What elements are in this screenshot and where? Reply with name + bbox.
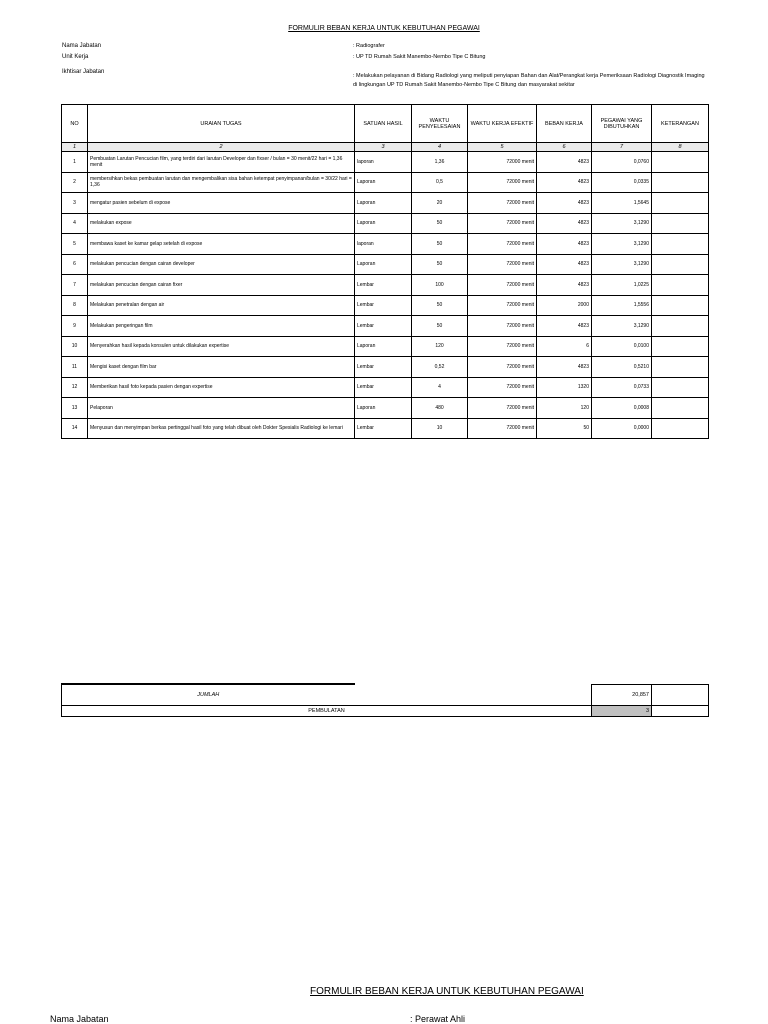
job-title-value: : Radiografer — [353, 43, 385, 49]
completion-time-cell: 50 — [412, 254, 468, 275]
table-row — [62, 254, 709, 275]
task-description-cell: membawa kaset ke kamar gelap setelah di expose — [88, 234, 355, 255]
total-value: 20,857 — [592, 684, 652, 706]
staff-needed-cell: 1,5645 — [592, 193, 652, 214]
col-header-note: KETERANGAN — [652, 105, 709, 143]
footer-form-title: FORMULIR BEBAN KERJA UNTUK KEBUTUHAN PEGAWAI — [310, 986, 584, 997]
col-header-load: BEBAN KERJA — [537, 105, 592, 143]
result-unit-cell: Laporan — [355, 336, 412, 357]
table-row — [62, 316, 709, 337]
col-header-effective: WAKTU KERJA EFEKTIF — [468, 105, 537, 143]
task-description-cell: Pembuatan Larutan Pencucian film, yang terdiri dari larutan Developer dan fixser / bulan = 30 menit/22 hari = 1,36 menit — [88, 152, 355, 173]
effective-work-time-cell: 72000 menit — [468, 316, 537, 337]
effective-work-time-cell: 72000 menit — [468, 398, 537, 419]
completion-time-cell: 120 — [412, 336, 468, 357]
workload-cell: 4823 — [537, 254, 592, 275]
row-number-cell: 2 — [62, 172, 88, 193]
row-number-cell: 9 — [62, 316, 88, 337]
table-row — [62, 213, 709, 234]
remarks-cell — [652, 316, 709, 337]
index-row — [62, 143, 709, 152]
remarks-cell — [652, 357, 709, 378]
remarks-cell — [652, 295, 709, 316]
row-number-cell: 14 — [62, 418, 88, 439]
completion-time-cell: 4 — [412, 377, 468, 398]
rounding-value: 3 — [592, 706, 652, 717]
index-cell: 6 — [537, 143, 592, 152]
workload-cell: 4823 — [537, 357, 592, 378]
row-number-cell: 4 — [62, 213, 88, 234]
task-description-cell: Melakukan penetralan dengan air — [88, 295, 355, 316]
result-unit-cell: Laporan — [355, 398, 412, 419]
job-summary-value: : Melakukan pelayanan di Bidang Radiologi yang meliputi penyiapan Bahan dan Alat/Perangkat kerja Pemeriksaan Radiologi Diagnostik Imaging di lingkungan UP TD Rumah Sakit Manembo-Nembo Tipe C Bitung dan masyarakat sekitar — [353, 73, 705, 88]
row-number-cell: 11 — [62, 357, 88, 378]
result-unit-cell: laporan — [355, 234, 412, 255]
completion-time-cell: 10 — [412, 418, 468, 439]
remarks-cell — [652, 172, 709, 193]
task-description-cell: Melakukan pengeringan film — [88, 316, 355, 337]
table-row — [62, 398, 709, 419]
remarks-cell — [652, 275, 709, 296]
remarks-cell — [652, 418, 709, 439]
index-cell: 7 — [592, 143, 652, 152]
workload-cell: 4823 — [537, 275, 592, 296]
task-description-cell: Memberikan hasil foto kepada pasien dengan expertise — [88, 377, 355, 398]
remarks-cell — [652, 377, 709, 398]
col-header-staff: PEGAWAI YANG DIBUTUHKAN — [592, 105, 652, 143]
summary-table — [61, 683, 709, 717]
result-unit-cell: Lembar — [355, 377, 412, 398]
staff-needed-cell: 3,1290 — [592, 254, 652, 275]
remarks-cell — [652, 398, 709, 419]
index-cell: 1 — [62, 143, 88, 152]
staff-needed-cell: 0,0733 — [592, 377, 652, 398]
footer-job-title-value: : Perawat Ahli — [410, 1014, 466, 1024]
workload-cell: 4823 — [537, 152, 592, 173]
staff-needed-cell: 0,0760 — [592, 152, 652, 173]
effective-work-time-cell: 72000 menit — [468, 193, 537, 214]
row-number-cell: 6 — [62, 254, 88, 275]
result-unit-cell: Laporan — [355, 213, 412, 234]
col-header-task: URAIAN TUGAS — [88, 105, 355, 143]
footer-job-title-label: Nama Jabatan — [50, 1014, 109, 1024]
task-description-cell: melakukan pencucian dengan cairan developer — [88, 254, 355, 275]
table-row — [62, 172, 709, 193]
col-header-time: WAKTU PENYELESAIAN — [412, 105, 468, 143]
row-number-cell: 13 — [62, 398, 88, 419]
workload-cell: 50 — [537, 418, 592, 439]
workload-table — [61, 104, 709, 439]
index-cell: 5 — [468, 143, 537, 152]
job-title-label: Nama Jabatan — [62, 43, 102, 49]
workload-cell: 4823 — [537, 213, 592, 234]
completion-time-cell: 100 — [412, 275, 468, 296]
row-number-cell: 8 — [62, 295, 88, 316]
result-unit-cell: Lembar — [355, 316, 412, 337]
staff-needed-cell: 0,0000 — [592, 418, 652, 439]
workload-cell: 4823 — [537, 172, 592, 193]
col-header-unit: SATUAN HASIL — [355, 105, 412, 143]
workload-cell: 4823 — [537, 234, 592, 255]
completion-time-cell: 480 — [412, 398, 468, 419]
completion-time-cell: 50 — [412, 213, 468, 234]
rounding-row — [62, 706, 709, 717]
remarks-cell — [652, 152, 709, 173]
total-row — [62, 684, 709, 706]
job-summary-label: Ikhtisar Jabatan — [62, 69, 105, 75]
work-unit-value: : UP TD Rumah Sakit Manembo-Nembo Tipe C Bitung — [353, 54, 486, 60]
row-number-cell: 10 — [62, 336, 88, 357]
staff-needed-cell: 1,0225 — [592, 275, 652, 296]
result-unit-cell: Lembar — [355, 295, 412, 316]
table-row — [62, 234, 709, 255]
staff-needed-cell: 0,0335 — [592, 172, 652, 193]
row-number-cell: 1 — [62, 152, 88, 173]
total-label: JUMLAH — [62, 684, 355, 706]
remarks-cell — [652, 234, 709, 255]
completion-time-cell: 50 — [412, 234, 468, 255]
effective-work-time-cell: 72000 menit — [468, 172, 537, 193]
workload-cell: 4823 — [537, 316, 592, 337]
effective-work-time-cell: 72000 menit — [468, 275, 537, 296]
effective-work-time-cell: 72000 menit — [468, 295, 537, 316]
result-unit-cell: Lembar — [355, 357, 412, 378]
result-unit-cell: Lembar — [355, 418, 412, 439]
remarks-cell — [652, 336, 709, 357]
task-description-cell: membersihkan bekas pembuatan larutan dan mengembalikan sisa bahan ketempat penyimpanan/bulan = 30/22 hari = 1,36 — [88, 172, 355, 193]
staff-needed-cell: 0,5210 — [592, 357, 652, 378]
row-number-cell: 5 — [62, 234, 88, 255]
staff-needed-cell: 3,1290 — [592, 234, 652, 255]
staff-needed-cell: 0,0008 — [592, 398, 652, 419]
table-row — [62, 377, 709, 398]
staff-needed-cell: 3,1290 — [592, 213, 652, 234]
table-row — [62, 357, 709, 378]
task-description-cell: Menyusun dan menyimpan berkas pertinggal hasil foto yang telah dibuat oleh Dokter Spesialis Radiologi ke lemari — [88, 418, 355, 439]
index-cell: 8 — [652, 143, 709, 152]
row-number-cell: 12 — [62, 377, 88, 398]
remarks-cell — [652, 193, 709, 214]
result-unit-cell: Laporan — [355, 193, 412, 214]
table-row — [62, 336, 709, 357]
effective-work-time-cell: 72000 menit — [468, 254, 537, 275]
effective-work-time-cell: 72000 menit — [468, 213, 537, 234]
remarks-cell — [652, 254, 709, 275]
result-unit-cell: Laporan — [355, 254, 412, 275]
result-unit-cell: Lembar — [355, 275, 412, 296]
effective-work-time-cell: 72000 menit — [468, 418, 537, 439]
table-row — [62, 295, 709, 316]
index-cell: 2 — [88, 143, 355, 152]
table-header-row — [62, 105, 709, 143]
work-unit-label: Unit Kerja — [62, 54, 89, 60]
workload-cell: 6 — [537, 336, 592, 357]
table-row — [62, 193, 709, 214]
row-number-cell: 3 — [62, 193, 88, 214]
staff-needed-cell: 1,5556 — [592, 295, 652, 316]
completion-time-cell: 50 — [412, 316, 468, 337]
workload-cell: 4823 — [537, 193, 592, 214]
task-description-cell: Mengisi kaset dengan film bar — [88, 357, 355, 378]
completion-time-cell: 1,36 — [412, 152, 468, 173]
effective-work-time-cell: 72000 menit — [468, 336, 537, 357]
effective-work-time-cell: 72000 menit — [468, 152, 537, 173]
task-description-cell: mengatur pasien sebelum di expose — [88, 193, 355, 214]
rounding-label: PEMBULATAN — [62, 706, 592, 717]
table-row — [62, 152, 709, 173]
completion-time-cell: 0,52 — [412, 357, 468, 378]
effective-work-time-cell: 72000 menit — [468, 377, 537, 398]
col-header-no: NO — [62, 105, 88, 143]
staff-needed-cell: 3,1290 — [592, 316, 652, 337]
workload-cell: 2000 — [537, 295, 592, 316]
form-title: FORMULIR BEBAN KERJA UNTUK KEBUTUHAN PEGAWAI — [288, 25, 480, 32]
task-description-cell: Pelaporan — [88, 398, 355, 419]
row-number-cell: 7 — [62, 275, 88, 296]
table-row — [62, 418, 709, 439]
task-description-cell: melakukan pencucian dengan cairan fixer — [88, 275, 355, 296]
effective-work-time-cell: 72000 menit — [468, 357, 537, 378]
result-unit-cell: laporan — [355, 152, 412, 173]
result-unit-cell: Laporan — [355, 172, 412, 193]
workload-cell: 1320 — [537, 377, 592, 398]
effective-work-time-cell: 72000 menit — [468, 234, 537, 255]
remarks-cell — [652, 213, 709, 234]
staff-needed-cell: 0,0100 — [592, 336, 652, 357]
table-row — [62, 275, 709, 296]
task-description-cell: melakukan expose — [88, 213, 355, 234]
completion-time-cell: 50 — [412, 295, 468, 316]
completion-time-cell: 20 — [412, 193, 468, 214]
task-description-cell: Menyerahkan hasil kepada konsulen untuk dilakukan expertise — [88, 336, 355, 357]
index-cell: 3 — [355, 143, 412, 152]
completion-time-cell: 0,5 — [412, 172, 468, 193]
index-cell: 4 — [412, 143, 468, 152]
workload-cell: 120 — [537, 398, 592, 419]
